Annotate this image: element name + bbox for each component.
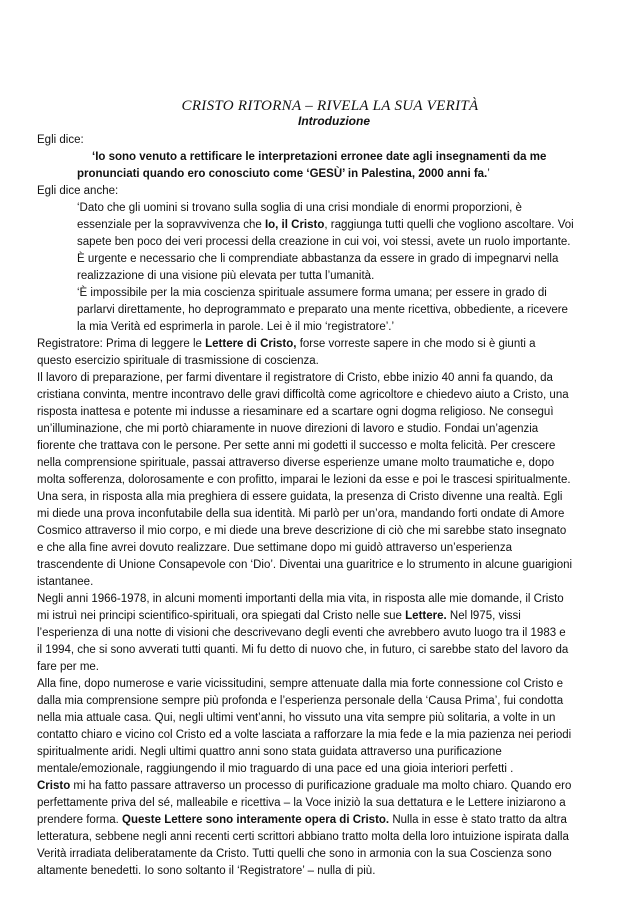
text-line: dalla mia comprensione sempre più profonda e l’esperienza personale della ‘Causa Prima’, fui condotta <box>37 695 564 707</box>
text-line: Una sera, in risposta alla mia preghiera di essere guidata, la presenza di Cristo divenne una realtà. Egli <box>37 491 563 503</box>
text-line: spiritualmente aridi. Negli ultimi quattro anni sono stata guidata attraverso una purificazione <box>37 746 502 758</box>
text-line: Il lavoro di preparazione, per farmi diventare il registratore di Cristo, ebbe inizio 40 anni fa quando, da <box>37 372 553 384</box>
text-line: istantanee. <box>37 576 94 588</box>
text-line: un’illuminazione, che mi portò chiaramente in nuove direzioni di lavoro e studio. Fondai un’agenzia <box>37 423 539 435</box>
text-line: pronunciati quando ero conosciuto come ‘GESÙ’ in Palestina, 2000 anni fa.’ <box>77 168 490 180</box>
text-line: Cristo mi ha fatto passare attraverso un processo di purificazione graduale ma molto chiaro. Quando ero <box>37 780 572 792</box>
text-line: ‘Io sono venuto a rettificare le interpretazioni erronee date agli insegnamenti da me <box>92 151 547 163</box>
text-line: ‘Dato che gli uomini si trovano sulla soglia di una crisi mondiale di enormi proporzioni, è <box>77 202 522 214</box>
text-line: trascendente di Unione Consapevole con ‘Dio’. Diventai una guaritrice e lo strumento in alcune guarigioni <box>37 559 573 571</box>
text-line: Verità irradiata deliberatamente da Cristo. Tutti quelli che sono in armonia con la sua Coscienza sono <box>37 848 552 860</box>
text-line: la mia Verità ed esprimerla in parole. Lei è il mio ‘registratore’.’ <box>77 321 395 333</box>
text-line: Negli anni 1966-1978, in alcuni momenti importanti della mia vita, in risposta alle mie domande, il Cristo <box>37 593 564 605</box>
text-line: il 1994, che si sono avverati tutti quanti. Mi fu detto di nuovo che, in futuro, ci sarebbe stato del lavoro da <box>37 644 569 656</box>
text-line: prendere forma. Queste Lettere sono interamente opera di Cristo. Nulla in esse è stato tratto da altra <box>37 814 567 826</box>
text-line: risposta inattesa e potente mi indusse a riesaminare ed a scartare ogni dogma religioso. Ne conseguì <box>37 406 554 418</box>
text-line: essenziale per la sopravvivenza che Io, il Cristo, raggiunga tutti quelli che vogliono ascoltare. Voi <box>77 219 574 231</box>
text-line: Egli dice anche: <box>37 185 119 197</box>
text-line: ‘È impossibile per la mia coscienza spirituale assumere forma umana; per essere in grado di <box>77 287 547 299</box>
text-line: perfettamente priva del sé, malleabile e ricettiva – la Voce iniziò la sua dettatura e le Lettere iniziarono a <box>37 797 566 809</box>
text-line: mentale/emozionale, raggiungendo il mio traguardo di una pace ed una gioia interiori perfetti . <box>37 763 514 775</box>
text-line: fare per me. <box>37 661 99 673</box>
text-line: nella mia attuale casa. Qui, negli ultimi vent’anni, ho vissuto una vita sempre più solitaria, a volte in un <box>37 712 556 724</box>
text-line: Cosmico attraverso il mio corpo, e mi diede una breve descrizione di ciò che mi sarebbe stato insegnato <box>37 525 567 537</box>
text-line: realizzazione di una visione più elevata per tutta l’umanità. <box>77 270 375 282</box>
text-line: molta sofferenza, dolorosamente e con profitto, imparai le lezioni da esse e poi le trascesi spiritualmente. <box>37 474 571 486</box>
text-line: Alla fine, dopo numerose e varie vicissitudini, sempre attenuate dalla mia forte connessione col Cristo e <box>37 678 564 690</box>
text-line: fiorente che trattava con le persone. Per sette anni mi godetti il successo e molta felicità. Per crescere <box>37 440 556 452</box>
text-line: altamente benedetti. Io sono soltanto il ‘Registratore’ – nulla di più. <box>37 865 376 877</box>
text-line: cristiana convinta, mentre incontravo delle gravi difficoltà come agricoltore e chiedevo aiuto a Cristo, una <box>37 389 569 401</box>
text-line: e che alla fine avrei dovuto realizzare. Due settimane dopo mi guidò attraverso un’esperienza <box>37 542 512 554</box>
document-title: CRISTO RITORNA – RIVELA LA SUA VERITÀ <box>181 98 479 114</box>
text-line: È urgente e necessario che li comprendiate abbastanza da essere in grado di impegnarvi nella <box>77 253 559 265</box>
text-line: nella comprensione spirituale, passai attraverso diverse esperienze umane molto traumatiche e, dopo <box>37 457 555 469</box>
document-subtitle: Introduzione <box>298 114 370 128</box>
text-line: mi diede una prova inconfutabile della sua identità. Mi parlò per un’ora, mandando forti ondate di Amore <box>37 508 565 520</box>
text-line: sapete ben poco dei veri processi della creazione in cui voi, voi stessi, avete un ruolo importante. <box>77 236 571 248</box>
text-line: Registratore: Prima di leggere le Lettere di Cristo, forse vorreste sapere in che modo si è giunti a <box>37 338 536 350</box>
text-line: l’esperienza di una notte di visioni che descrivevano degli eventi che avrebbero avuto luogo tra il 1983 e <box>37 627 566 639</box>
text-line: contatto chiaro e vicino col Cristo ed a volte lasciata a rafforzare la mia fede e la mia pazienza nei periodi <box>37 729 572 741</box>
text-line: questo esercizio spirituale di trasmissione di coscienza. <box>37 355 319 367</box>
document-body <box>37 132 597 880</box>
text-line: Egli dice: <box>37 134 84 146</box>
text-line: letteratura, sebbene negli anni recenti certi scrittori abbiano tratto molta della loro intuizione ispirata dalla <box>37 831 569 843</box>
text-line: mi istruì nei principi scientifico-spirituali, ora spiegati dal Cristo nelle sue Lettere. Nel l975, vissi <box>37 610 521 622</box>
text-line: parlarvi direttamente, ho deprogrammato e preparato una mente ricettiva, obbediente, a ricevere <box>77 304 568 316</box>
